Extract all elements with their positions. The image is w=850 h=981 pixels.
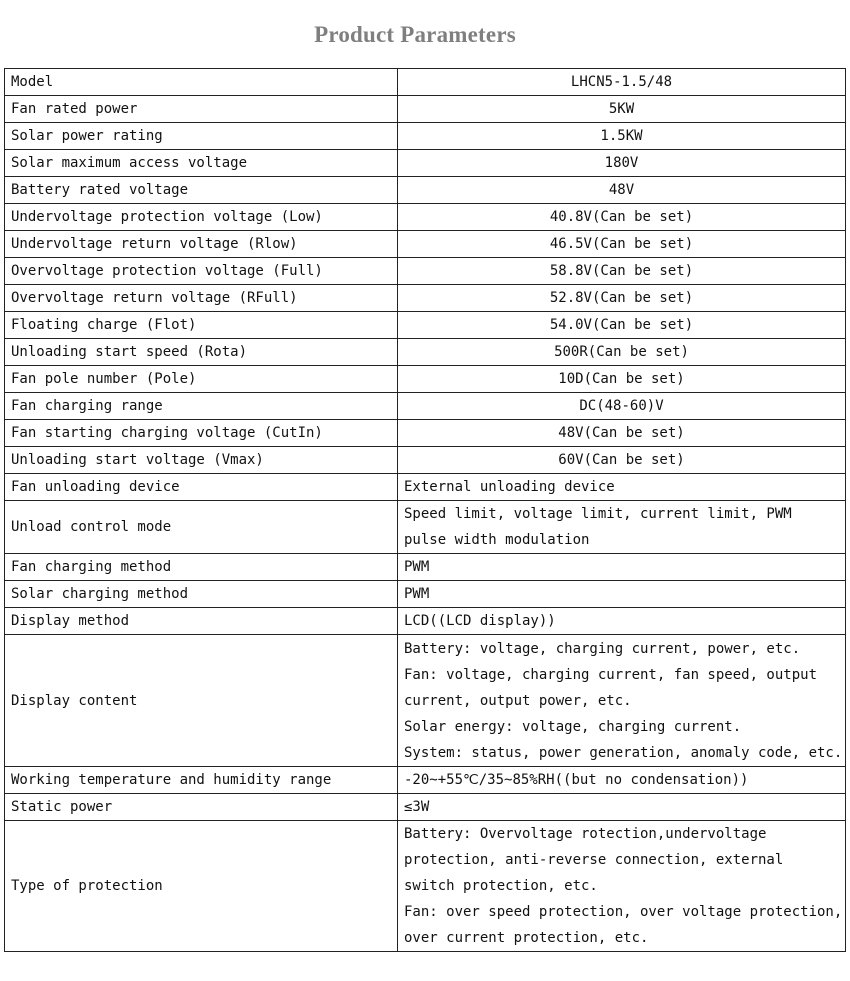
parameter-value (398, 794, 846, 821)
parameter-value-text: 46.5V(Can be set) (549, 236, 694, 252)
parameter-name: Fan pole number (Pole) (5, 366, 398, 393)
parameter-value (398, 608, 846, 635)
page-title: Product Parameters (314, 22, 516, 47)
parameter-value-text: DC(48-60)V (579, 398, 664, 414)
parameter-value-text: 180V (604, 155, 639, 171)
parameter-value (398, 96, 846, 123)
parameter-value-text: PWM (404, 559, 430, 575)
parameter-value (398, 821, 846, 952)
parameter-value-line: current, output power, etc. (404, 692, 632, 709)
parameter-value-text: LCD((LCD display)) (404, 613, 556, 629)
table-row (5, 312, 846, 339)
table-row (5, 393, 846, 420)
parameter-value-text: 54.0V(Can be set) (549, 317, 694, 333)
parameter-name: Undervoltage return voltage (Rlow) (5, 231, 398, 258)
parameter-value (398, 474, 846, 501)
parameter-value-line: Solar energy: voltage, charging current. (404, 718, 742, 735)
table-row (5, 204, 846, 231)
table-row (5, 177, 846, 204)
parameter-value-text: 60V(Can be set) (558, 452, 685, 468)
parameter-value-text: ≤3W (404, 799, 430, 815)
parameters-table (4, 68, 846, 952)
parameter-value-text: 40.8V(Can be set) (549, 209, 694, 225)
parameter-value-text: 1.5KW (600, 128, 643, 144)
parameter-value-text: 5KW (608, 101, 635, 117)
parameter-value (398, 420, 846, 447)
parameter-value (398, 393, 846, 420)
parameter-name: Battery rated voltage (5, 177, 398, 204)
table-row (5, 258, 846, 285)
parameter-value-line: protection, anti-reverse connection, external (404, 852, 784, 868)
parameter-value (398, 69, 846, 96)
parameter-name: Fan starting charging voltage (CutIn) (5, 420, 398, 447)
parameter-name: Overvoltage return voltage (RFull) (5, 285, 398, 312)
parameter-value (398, 501, 846, 554)
parameter-name: Solar power rating (5, 123, 398, 150)
table-row (5, 96, 846, 123)
parameter-value-text: 48V(Can be set) (558, 425, 685, 441)
parameter-value-line: Battery: Overvoltage rotection,undervoltage (404, 826, 767, 842)
parameter-value-text: PWM (404, 586, 430, 602)
parameter-name: Fan charging method (5, 554, 398, 581)
parameter-name: Solar charging method (5, 581, 398, 608)
parameter-name: Display method (5, 608, 398, 635)
parameter-value (398, 204, 846, 231)
parameter-name: Display content (5, 635, 398, 767)
table-row (5, 794, 846, 821)
parameter-value (398, 231, 846, 258)
parameter-value-text: -20~+55℃/35~85%RH((but no condensation)) (404, 772, 749, 788)
parameter-name: Fan charging range (5, 393, 398, 420)
table-row (5, 474, 846, 501)
parameter-value (398, 285, 846, 312)
parameter-value-line: System: status, power generation, anomaly code, etc. (404, 744, 843, 761)
parameter-value (398, 339, 846, 366)
parameters-table-body (5, 69, 846, 952)
parameter-value (398, 554, 846, 581)
parameter-value (398, 177, 846, 204)
table-row (5, 635, 846, 767)
parameter-name: Working temperature and humidity range (5, 767, 398, 794)
parameter-value (398, 123, 846, 150)
parameter-value-text: 48V (608, 182, 635, 198)
parameter-value (398, 258, 846, 285)
parameter-value-line: Battery: voltage, charging current, power, etc. (404, 640, 801, 657)
table-row (5, 581, 846, 608)
parameter-name: Undervoltage protection voltage (Low) (5, 204, 398, 231)
parameter-value-line: switch protection, etc. (404, 878, 598, 894)
parameter-value-line: over current protection, etc. (404, 930, 649, 946)
parameter-name: Unload control mode (5, 501, 398, 554)
parameter-value-line: Fan: over speed protection, over voltage protection, (404, 904, 843, 920)
parameter-value (398, 635, 846, 767)
parameter-name: Unloading start voltage (Vmax) (5, 447, 398, 474)
parameter-value (398, 366, 846, 393)
table-row (5, 501, 846, 554)
parameter-value (398, 150, 846, 177)
parameter-name: Static power (5, 794, 398, 821)
parameter-name: Fan rated power (5, 96, 398, 123)
table-row (5, 420, 846, 447)
parameter-value-text: External unloading device (404, 479, 615, 495)
table-row (5, 366, 846, 393)
parameter-name: Model (5, 69, 398, 96)
parameter-value-line: Fan: voltage, charging current, fan speed, output (404, 666, 818, 683)
table-row (5, 554, 846, 581)
parameter-value-text: LHCN5-1.5/48 (570, 74, 673, 90)
parameter-name: Unloading start speed (Rota) (5, 339, 398, 366)
parameter-value-text: 58.8V(Can be set) (549, 263, 694, 279)
table-row (5, 767, 846, 794)
table-row (5, 231, 846, 258)
parameter-name: Type of protection (5, 821, 398, 952)
table-row (5, 339, 846, 366)
parameter-value (398, 767, 846, 794)
table-row (5, 150, 846, 177)
table-row (5, 69, 846, 96)
parameter-value-text: 10D(Can be set) (558, 371, 685, 387)
parameter-value (398, 581, 846, 608)
parameter-value (398, 312, 846, 339)
table-row (5, 821, 846, 952)
parameter-name: Fan unloading device (5, 474, 398, 501)
table-row (5, 123, 846, 150)
table-row (5, 285, 846, 312)
parameter-name: Floating charge (Flot) (5, 312, 398, 339)
parameter-value (398, 447, 846, 474)
parameter-name: Overvoltage protection voltage (Full) (5, 258, 398, 285)
parameter-value-text: 52.8V(Can be set) (549, 290, 694, 306)
table-row (5, 447, 846, 474)
parameter-value-text: 500R(Can be set) (554, 344, 689, 360)
table-row (5, 608, 846, 635)
parameter-value-text: Speed limit, voltage limit, current limit, PWM pulse width modulation (404, 506, 792, 548)
parameter-name: Solar maximum access voltage (5, 150, 398, 177)
